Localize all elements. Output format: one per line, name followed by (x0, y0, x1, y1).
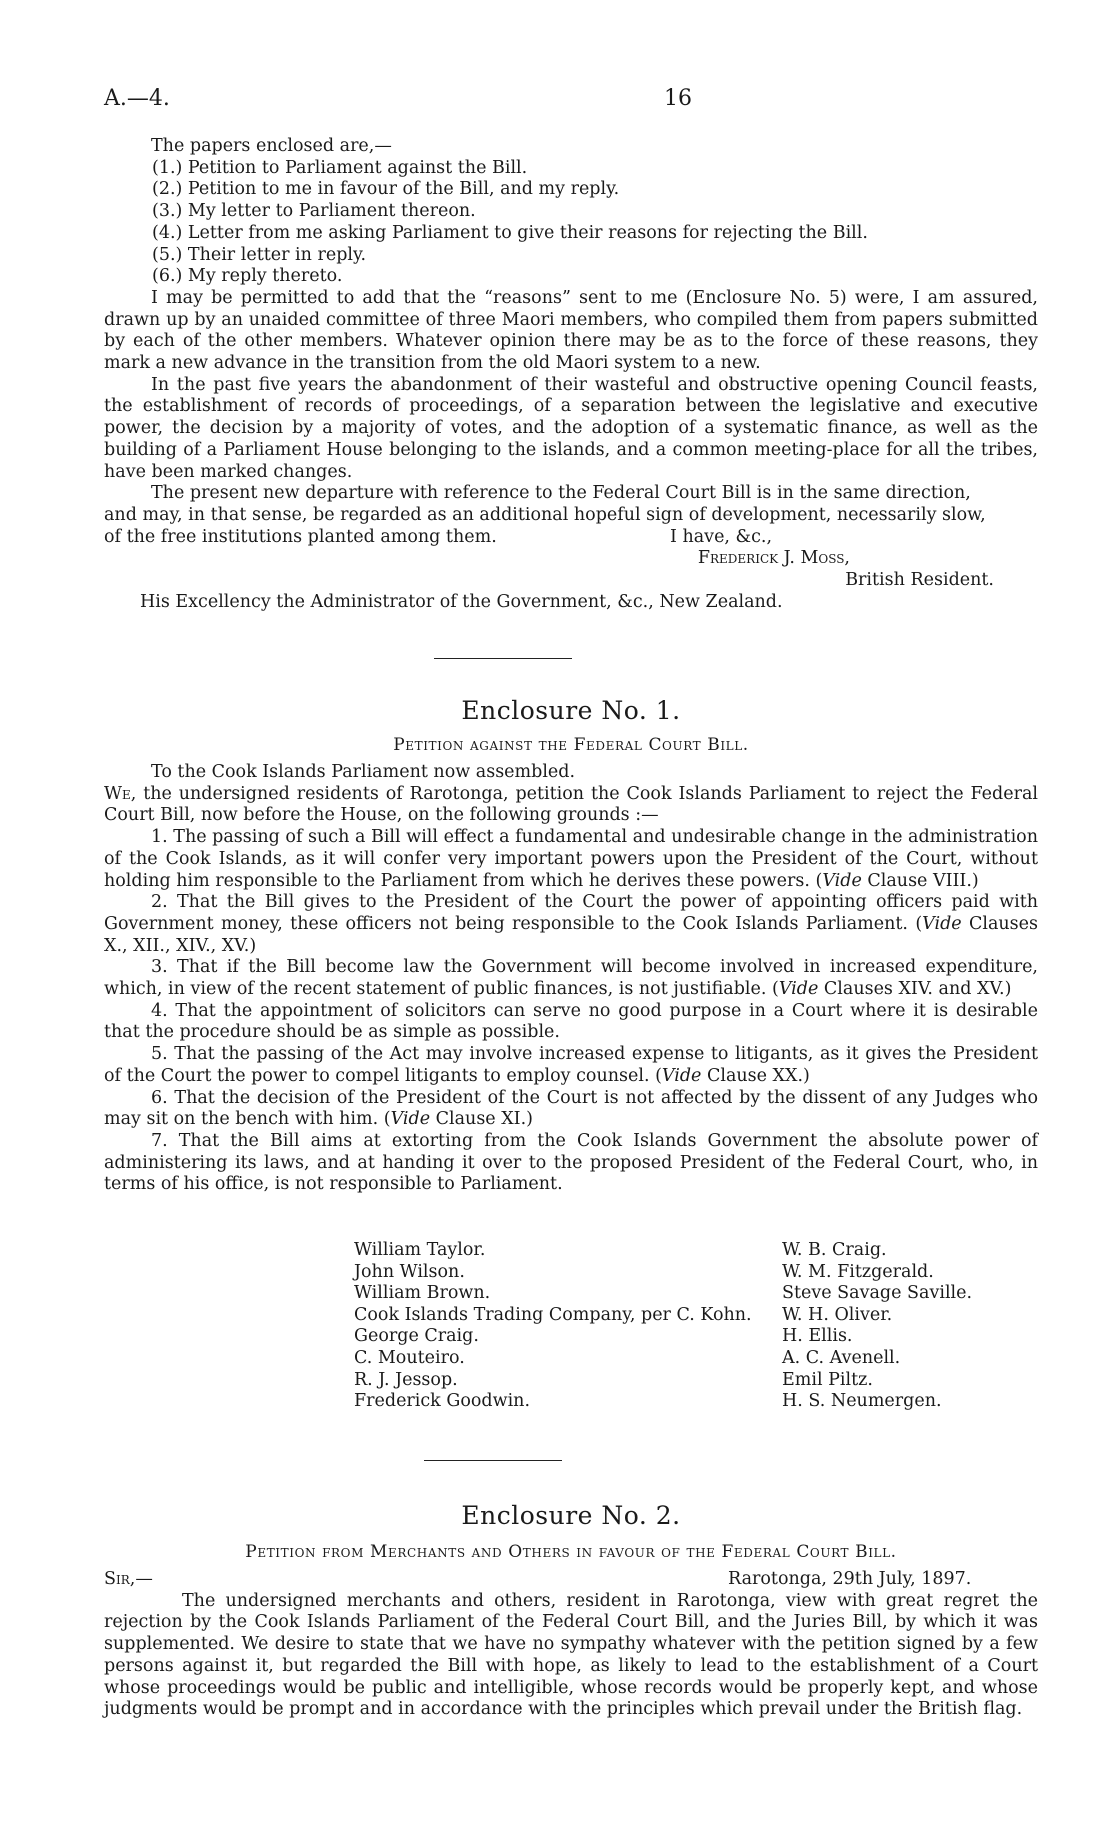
enclosure-2-title: Enclosure No. 2. (461, 1501, 681, 1530)
enclosure-list-item: (6.) My reply thereto. (152, 266, 343, 287)
petition-ground: 7. That the Bill aims at extorting from the Cook Islands Government the absolute power of administering its laws, and at handing it over to the proposed President of the Federal Court, who, in terms of his office, is not responsible to Parliament. (104, 1130, 1038, 1195)
salutation: Sir,— (104, 1569, 153, 1589)
body-paragraph-line: and may, in that sense, be regarded as an additional hopeful sign of development, necessarily slow, (104, 504, 986, 525)
salutation-line (104, 1569, 1038, 1591)
opening-word: We (104, 783, 131, 804)
enclosure-1-title: Enclosure No. 1. (461, 696, 681, 725)
opening-text: , the undersigned residents of Rarotonga, petition the Cook Islands Parliament to reject the Federal Court Bill, now before the House, on the following grounds :— (104, 783, 1038, 826)
signature: George Craig. (354, 1326, 479, 1347)
signature: William Brown. (354, 1283, 491, 1304)
salutation: To the Cook Islands Parliament now assembled. (151, 762, 576, 782)
enclosure-list-item: (2.) Petition to me in favour of the Bill, and my reply. (152, 179, 620, 200)
signatory-title: British Resident. (845, 570, 994, 591)
addressee: His Excellency the Administrator of the Government, &c., New Zealand. (140, 591, 783, 612)
body-paragraph-line: The present new departure with reference to the Federal Court Bill is in the same direction, (151, 483, 971, 504)
signatures-right-column (782, 1240, 972, 1413)
enclosures-lead: The papers enclosed are,— (151, 136, 392, 156)
enclosure-list-item: (3.) My letter to Parliament thereon. (152, 201, 476, 222)
place-date: Rarotonga, 29th July, 1897. (728, 1569, 972, 1589)
signature: Steve Savage Saville. (782, 1283, 973, 1304)
complimentary-close: I have, &c., (670, 526, 773, 547)
page-header (104, 88, 1044, 114)
enclosure-2-body (104, 1569, 1038, 1721)
enclosure-list-item: (5.) Their letter in reply. (152, 244, 367, 265)
document-reference: A.—4. (104, 86, 170, 111)
section-divider (424, 1460, 562, 1461)
petition-ground: 5. That the passing of the Act may involve increased expense to litigants, as it gives the President of the Court the power to compel litigants to employ counsel. (Vide Clause XX.) (104, 1044, 1038, 1086)
enclosure-list-item: (4.) Letter from me asking Parliament to give their reasons for rejecting the Bill. (152, 222, 868, 243)
signature: John Wilson. (354, 1261, 465, 1282)
signatures-left-column (354, 1240, 752, 1413)
signature: W. H. Oliver. (782, 1304, 893, 1325)
signature: William Taylor. (354, 1240, 486, 1260)
enclosure-2-subtitle: Petition from Merchants and Others in favour of the Federal Court Bill. (245, 1542, 897, 1562)
cover-letter (104, 136, 1038, 613)
petition-ground: 4. That the appointment of solicitors can serve no good purpose in a Court where it is desirable that the procedure should be as simple as possible. (104, 1000, 1038, 1043)
page-number: 16 (664, 86, 692, 111)
signature: H. Ellis. (782, 1326, 853, 1347)
signature: H. S. Neumergen. (782, 1391, 942, 1412)
petition-ground: 2. That the Bill gives to the President of the Court the power of appointing officers paid with Government money, these officers not being responsible to the Cook Islands Parliament. (Vide Clauses X., XII., XIV., XV.) (104, 892, 1038, 956)
enclosure-1-subtitle: Petition against the Federal Court Bill. (393, 735, 749, 755)
signature: Cook Islands Trading Company, per C. Kohn. (354, 1304, 752, 1325)
signatory-name: Frederick J. Moss, (697, 548, 850, 569)
signature: A. C. Avenell. (782, 1347, 901, 1368)
closing-line (104, 527, 1038, 549)
petition-ground: 1. The passing of such a Bill will effect a fundamental and undesirable change in the administration of the Cook Islands, as it will confer very important powers upon the President of the Court, without holding him responsible to the Parliament from which he derives these powers. (Vide Clause VIII.) (104, 827, 1038, 891)
section-divider (434, 658, 572, 659)
enclosure-list-item: (1.) Petition to Parliament against the Bill. (152, 157, 528, 178)
body-paragraph: I may be permitted to add that the “reasons” sent to me (Enclosure No. 5) were, I am assured, drawn up by an unaided committee of three Maori members, who compiled them from papers submitted by each of the other members. Whatever opinion there may be as to the force of these reasons, they mark a new advance in the transition from the old Maori system to a new. (104, 287, 1038, 374)
signature: Emil Piltz. (782, 1369, 873, 1390)
signature: Frederick Goodwin. (354, 1391, 531, 1412)
body-paragraph: The undersigned merchants and others, resident in Rarotonga, view with great regret the rejection by the Cook Islands Parliament of the Federal Court Bill, and the Juries Bill, by which it was supplemented. We desire to state that we have no sympathy whatever with the petition signed by a few persons against it, but regarded the Bill with hope, as likely to lead to the establishment of a Court whose proceedings would be public and intelligible, whose records would be properly kept, and whose judgments would be prompt and in accordance with the principles which prevail under the British flag. (104, 1590, 1038, 1720)
closing-text: of the free institutions planted among them. (104, 526, 497, 547)
signature: W. B. Craig. (782, 1240, 887, 1260)
petition-ground: 3. That if the Bill become law the Government will become involved in increased expenditure, which, in view of the recent statement of public finances, is not justifiable. (Vide Clauses XIV. and XV.) (104, 957, 1038, 1000)
signature: R. J. Jessop. (354, 1369, 458, 1390)
petition-opening (104, 784, 1038, 827)
signature: W. M. Fitzgerald. (782, 1261, 934, 1282)
signature: C. Mouteiro. (354, 1347, 465, 1368)
body-paragraph: In the past five years the abandonment of their wasteful and obstructive opening Council feasts, the establishment of records of proceedings, of a separation between the legislative and executive power, the decision by a majority of votes, and the adoption of a systematic finance, as well as the building of a Parliament House belonging to the islands, and a common meeting-place for all the tribes, have been marked changes. (104, 374, 1038, 482)
enclosure-1-body (104, 762, 1038, 1196)
petition-ground: 6. That the decision of the President of the Court is not affected by the dissent of any Judges who may sit on the bench with him. (Vide Clause XI.) (104, 1087, 1038, 1130)
